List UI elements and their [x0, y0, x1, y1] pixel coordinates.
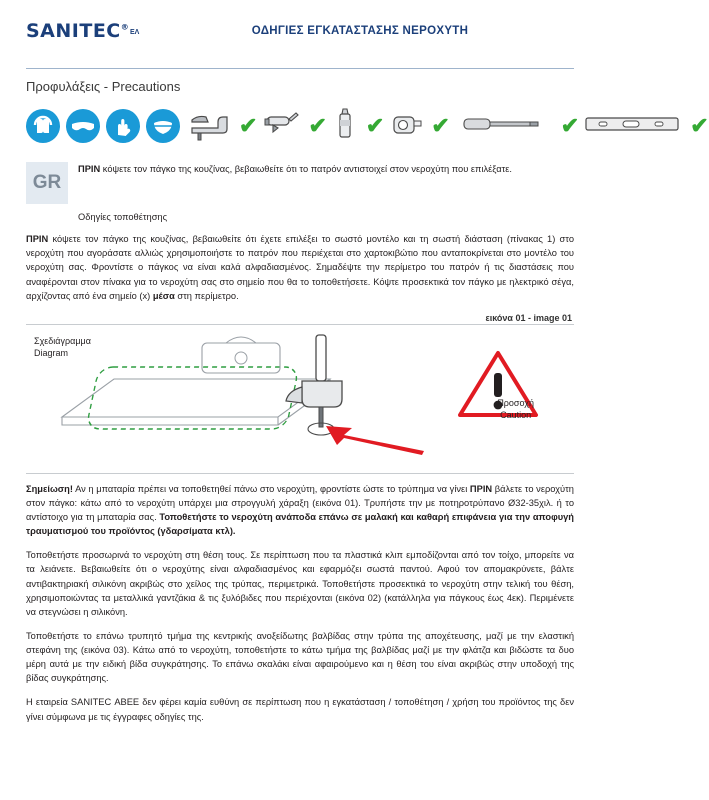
gr-intro-lead: ΠΡΙΝ: [78, 164, 101, 174]
diagram-label-gr: Σχεδιάγραμμα: [34, 335, 91, 346]
registered-mark-icon: ®: [120, 22, 130, 32]
note-battery-text: Αν η μπαταρία πρέπει να τοποθετηθεί πάνω στο νεροχύτη, φροντίστε ώστε το τρύπημα να γίνει: [72, 483, 470, 494]
figure-caption: εικόνα 01 - image 01: [485, 312, 572, 323]
note-liability: [26, 695, 574, 723]
red-arrow-annotation: [326, 426, 424, 455]
diagram-label-en: Diagram: [34, 347, 69, 358]
check-mark-icon: ✔: [431, 113, 450, 138]
note-battery-bold-tail: Τοποθετήστε το νεροχύτη ανάποδα επάνω σε μαλακή και καθαρή επιφάνεια για την αποφυγή τραυματισμού του προϊόντος (γδαρσίματα κτλ).: [26, 512, 574, 537]
gr-intro-block: [26, 162, 574, 204]
gr-intro-text: [78, 162, 512, 204]
page-header: [26, 22, 574, 62]
gr-main-paragraph: [26, 232, 574, 303]
note-battery-text2: βάλετε το νεροχύτη στον πάγκο: κάτω από το νεροχύτη υπάρχει μια στρογγυλή χάραξη (εικόνα 01). Τρυπήστε την με ποτηροτρύπανο Ø32-35χιλ. ή το αντίστοιχο για τη μπαταρία σας.: [26, 483, 574, 522]
gr-subtitle: [78, 210, 574, 224]
caution-label: [497, 397, 534, 421]
gr-paragraph-bold-mid: μέσα: [152, 290, 175, 301]
screwdriver-icon: [462, 111, 554, 142]
note-placement-text: Τοποθετήστε προσωρινά το νεροχύτη στη θέση τους. Σε περίπτωση που τα πλαστικά κλιπ εμποδίζονται από τον τοίχο, μπορείτε να τα λειάνετε. Βεβαιωθείτε ότι ο νεροχύτης είναι αλφαδιασμένος και εφαρμόζει σωστά παντού. Αφού τον απομακρύνετε, βάλτε αντιβακτηριακή σιλικόνη ακριβώς στο χείλος της τρύπας, περιμετρικά. Τοποθετήστε προσεκτικά το νεροχύτη στην τελική του θέση, χρησιμοποιώντας τα μεταλλικά γαντζάκια & τις ξυλόβιδες που περιέχονται (εικόνα 02) (κατάλληλα για πάγκους έως 4εκ). Περιμένετε να στεγνώσει η σιλικόνη.: [26, 550, 574, 617]
logo-text: SANITEC®: [26, 20, 130, 42]
diagram-figure: [26, 325, 574, 474]
note-battery-lead: Σημείωση!: [26, 483, 73, 494]
precautions-title: Προφυλάξεις - Precautions: [26, 79, 181, 94]
note-battery-bold-mid: ΠΡΙΝ: [469, 483, 493, 494]
caution-label-gr: Προσοχή: [497, 397, 534, 408]
check-mark-icon: ✔: [308, 113, 327, 138]
check-mark-icon: ✔: [239, 113, 258, 138]
logo-subscript: ΕΛ: [130, 29, 140, 36]
note-battery: [26, 482, 574, 539]
jigsaw-icon: [186, 106, 232, 147]
diagram-drawing: [26, 325, 574, 473]
note-liability-text: Η εταιρεία SANITEC ΑΒΕΕ δεν φέρει καμία ευθύνη σε περίπτωση που η εγκατάσταση / τοποθέτηση / χρήση του προϊόντος της δεν γίνει σύμφωνα με τις έγγραφες οδηγίες της.: [26, 697, 574, 722]
dust-mask-icon: [146, 109, 180, 143]
tape-measure-icon: [390, 107, 424, 146]
gr-subtitle-text: Οδηγίες τοποθέτησης: [78, 212, 168, 222]
check-mark-icon: ✔: [365, 113, 385, 138]
caution-label-en: Caution: [500, 409, 532, 420]
gr-intro-body: κόψετε τον πάγκο της κουζίνας, βεβαιωθείτε ότι το πατρόν αντιστοιχεί στον νεροχύτη που επιλέξατε.: [100, 164, 512, 174]
safety-goggles-icon: [66, 109, 100, 143]
note-valve: [26, 629, 574, 686]
gr-paragraph-body: κόψετε τον πάγκο της κουζίνας, βεβαιωθείτε ότι έχετε επιλέξει το σωστό μοντέλο και τη σωστή διάσταση (πίνακας 1) στο νεροχύτη που αγοράσατε αλλιώς χρησιμοποιήστε το πατρόν που περιέχεται στο χαρτοκιβώτιο που ανταποκρίνεται στο μοντέλο του νεροχύτη σας. Φροντίστε ο πάγκος να είναι καλά αλφαδιασμένος. Σημαδέψτε την περίμετρο του πατρόν ή τις διαστάσεις που αναφέρονται στον πίνακα για το νεροχύτη σας στο σημείο που θα το τοποθετήσετε. Κόψτε προσεκτικά τον πάγκο με ηλεκτρικό σέγα, αρχίζοντας από ένα σημείο (x): [26, 234, 574, 301]
safety-gloves-icon: [106, 109, 140, 143]
page-title: ΟΔΗΓΙΕΣ ΕΓΚΑΤΑΣΤΑΣΗΣ ΝΕΡΟΧΥΤΗ: [251, 25, 469, 37]
note-valve-text: Τοποθετήστε το επάνω τρυπητό τμήμα της κεντρικής ανοξείδωτης βαλβίδας στην τρύπα της αποχέτευσης, μαζί με την ελαστική στεφάνη της (εικόνα 03). Κάτω από το νεροχύτη, τοποθετήστε το κάτω τμήμα της βαλβίδας μαζί με την φλάτζα και βιδώστε τα δυο μέρη αυτά με την ειδική βίδα συγκράτησης. Το επάνω σκαλάκι είναι αφαιρούμενο και η θέση του είναι ακριβώς στην υποδοχή της βίδας συγκράτησης.: [26, 630, 574, 684]
spirit-level-icon: [585, 113, 683, 140]
note-placement: [26, 548, 574, 619]
check-mark-icon: ✔: [690, 113, 709, 138]
header-divider: [26, 68, 574, 69]
precautions-icon-row: [26, 100, 709, 152]
ear-protection-icon: [26, 109, 60, 143]
language-badge-gr: GR: [26, 162, 68, 204]
gr-paragraph-tail: στη περίμετρο.: [174, 290, 239, 301]
check-mark-icon: ✔: [560, 113, 580, 138]
brand-logo: [26, 22, 146, 41]
silicone-gun-icon: [263, 105, 301, 148]
caulk-tube-icon: [333, 105, 359, 148]
gr-paragraph-lead: ΠΡΙΝ: [26, 234, 49, 245]
